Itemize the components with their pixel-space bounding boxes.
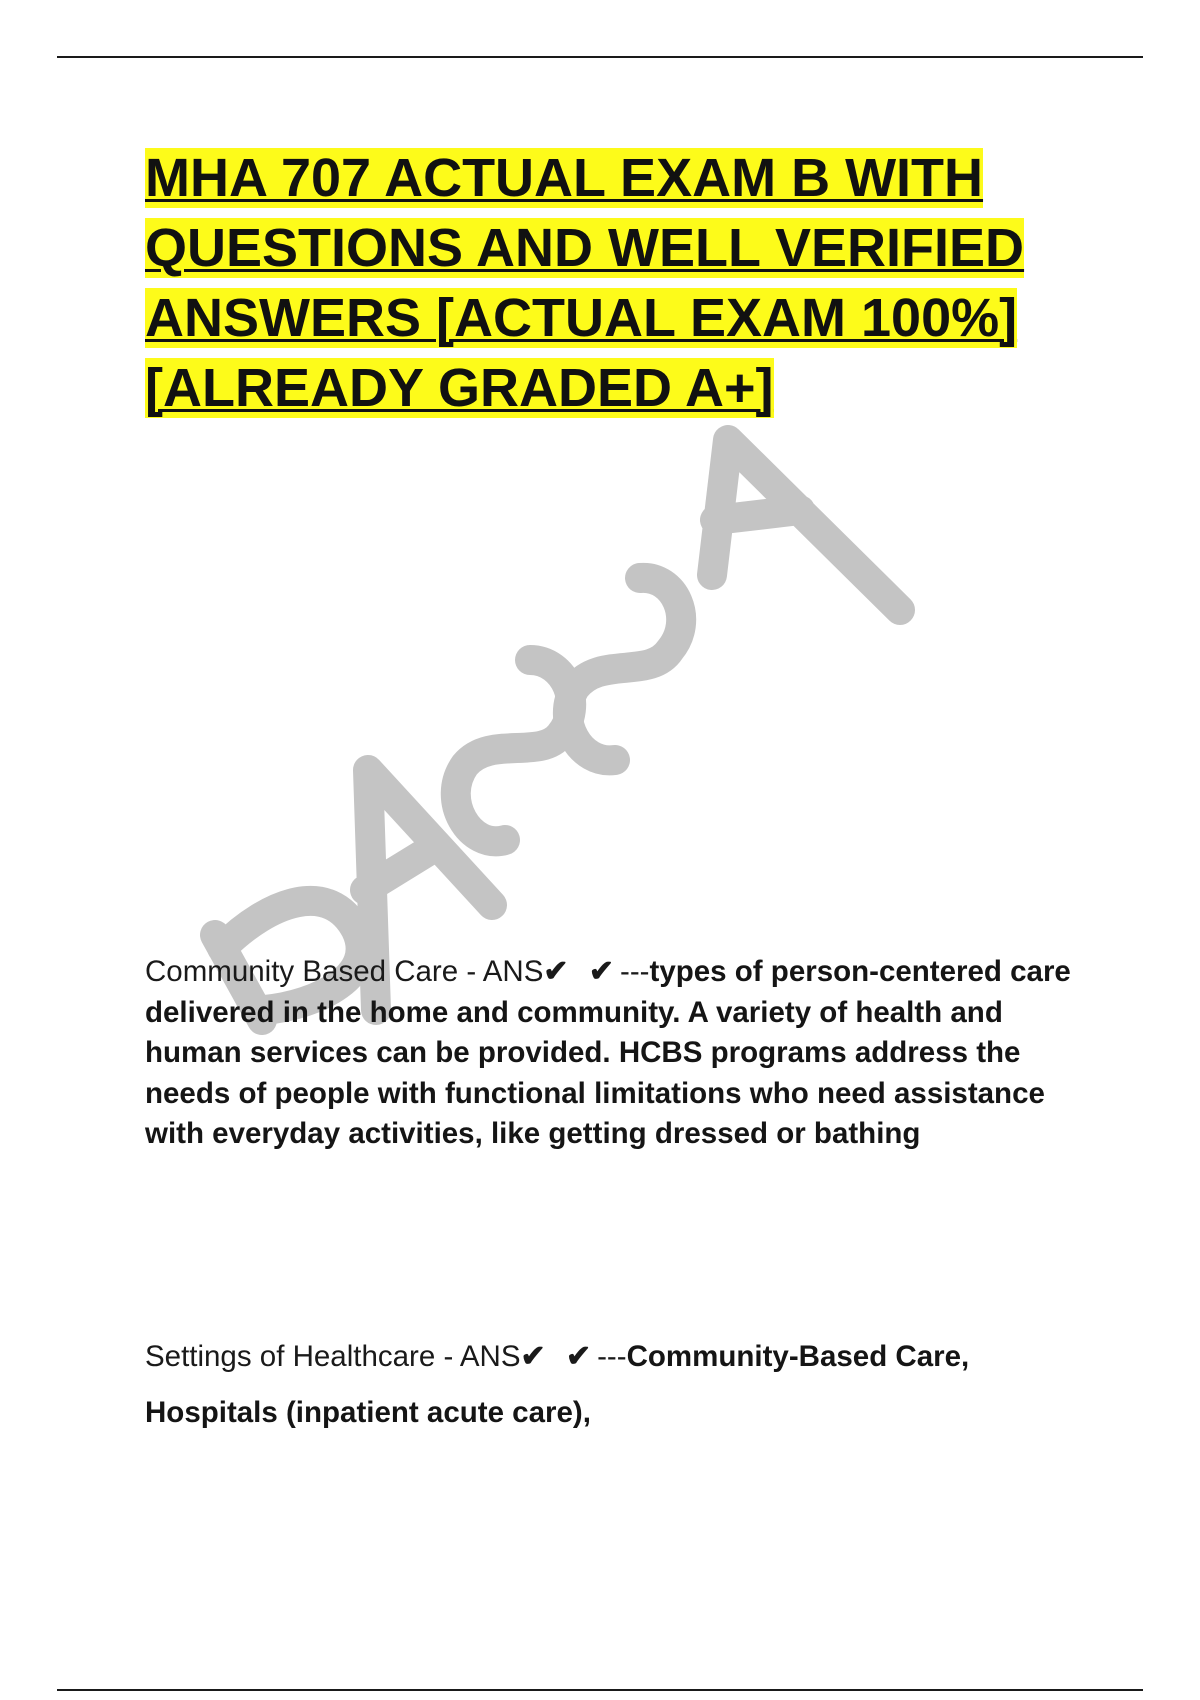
qa-separator: - ANS — [458, 955, 544, 988]
checkmark-icon: ✔ ✔ — [543, 955, 621, 988]
header-rule — [57, 56, 1143, 58]
qa-answer: Community-Based Care, Hospitals (inpatient acute care), — [145, 1340, 970, 1429]
footer-rule — [57, 1689, 1143, 1691]
checkmark-icon: ✔ ✔ — [520, 1340, 598, 1373]
qa-term: Community Based Care — [145, 955, 459, 988]
document-title — [145, 143, 1105, 423]
qa-item-settings-of-healthcare — [145, 1329, 1095, 1441]
document-title-text: MHA 707 ACTUAL EXAM B WITH QUESTIONS AND WELL VERIFIED ANSWERS [ACTUAL EXAM 100%] [ALREADY GRADED A+] — [145, 148, 1025, 418]
qa-dashes: --- — [620, 955, 650, 988]
qa-answer: types of person-centered care delivered in the home and community. A variety of health and human services can be provided. HCBS programs address the needs of people with functional limitations who need assistance with everyday activities, like getting dressed or bathing — [145, 955, 1071, 1150]
qa-dashes: --- — [597, 1340, 627, 1373]
qa-term: Settings of Healthcare — [145, 1340, 436, 1373]
qa-item-community-based-care — [145, 952, 1095, 1155]
qa-separator: - ANS — [435, 1340, 521, 1373]
